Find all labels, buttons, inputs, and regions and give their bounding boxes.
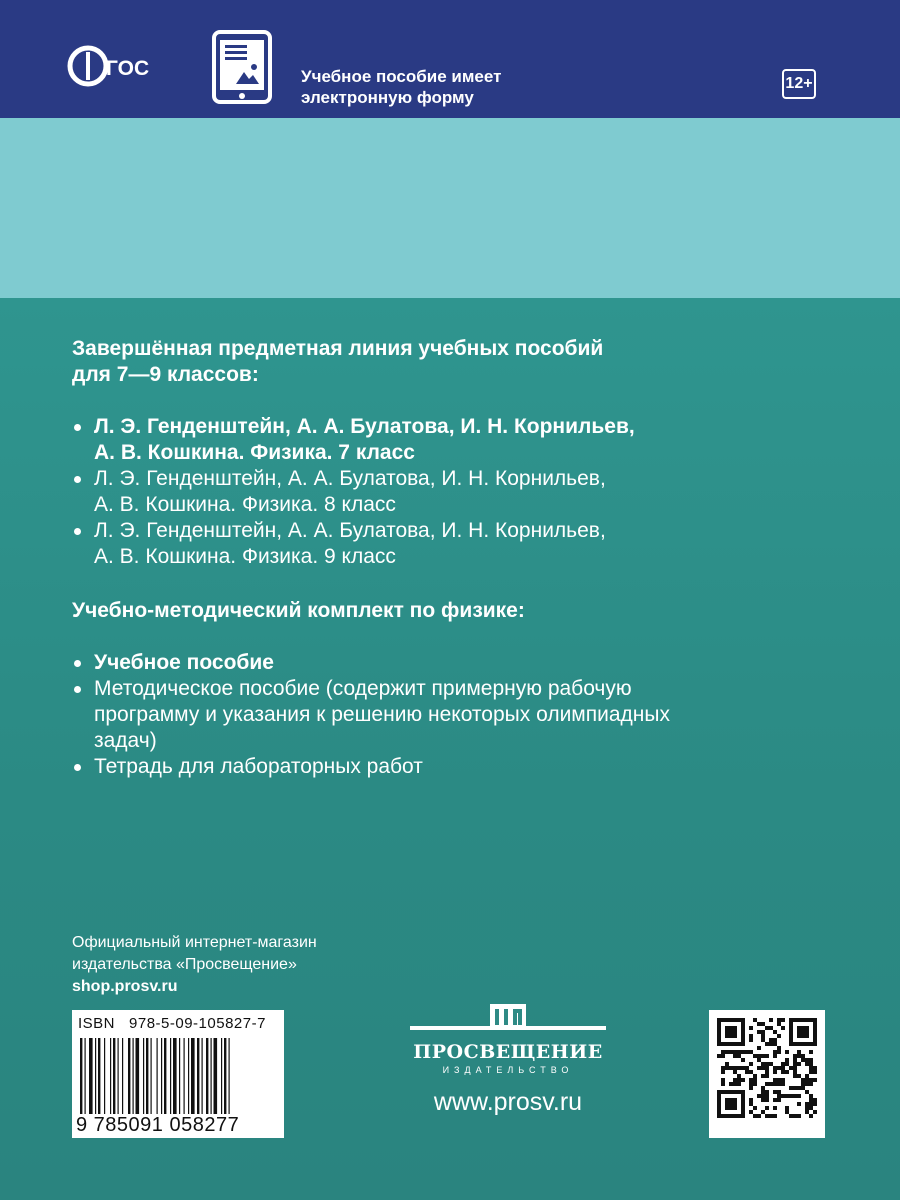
qr-module bbox=[761, 1086, 765, 1090]
qr-module bbox=[749, 1070, 753, 1074]
qr-module bbox=[785, 1050, 789, 1054]
qr-module bbox=[813, 1070, 817, 1074]
barcode-bar bbox=[133, 1038, 134, 1114]
qr-module bbox=[733, 1050, 737, 1054]
barcode-bar bbox=[206, 1038, 208, 1114]
qr-module bbox=[769, 1042, 773, 1046]
barcode-bar bbox=[89, 1038, 93, 1114]
series-heading-line-2: для 7—9 классов: bbox=[72, 363, 259, 386]
qr-module bbox=[773, 1050, 777, 1054]
qr-module bbox=[733, 1082, 737, 1086]
qr-module bbox=[773, 1038, 777, 1042]
qr-module bbox=[753, 1078, 757, 1082]
qr-module bbox=[773, 1090, 777, 1094]
barcode-bar bbox=[179, 1038, 180, 1114]
qr-module bbox=[797, 1114, 801, 1118]
qr-module bbox=[785, 1106, 789, 1110]
barcode-bar bbox=[98, 1038, 100, 1114]
qr-module bbox=[737, 1050, 741, 1054]
qr-module bbox=[729, 1066, 733, 1070]
qr-module bbox=[725, 1050, 729, 1054]
qr-module bbox=[773, 1098, 777, 1102]
electronic-form-line-1: Учебное пособие имеет bbox=[301, 67, 502, 86]
qr-module bbox=[725, 1066, 729, 1070]
qr-module bbox=[757, 1094, 761, 1098]
qr-module bbox=[765, 1054, 769, 1058]
shop-line-1: Официальный интернет-магазин bbox=[72, 934, 317, 951]
qr-module bbox=[785, 1070, 789, 1074]
qr-module bbox=[765, 1106, 769, 1110]
series-item-line: А. В. Кошкина. Физика. 9 класс bbox=[94, 545, 396, 568]
qr-module bbox=[809, 1114, 813, 1118]
qr-module bbox=[757, 1114, 761, 1118]
qr-module bbox=[805, 1106, 809, 1110]
qr-module bbox=[797, 1102, 801, 1106]
qr-module bbox=[781, 1026, 785, 1030]
qr-module bbox=[781, 1070, 785, 1074]
qr-module bbox=[805, 1062, 809, 1066]
qr-code bbox=[709, 1010, 825, 1138]
qr-module bbox=[741, 1066, 745, 1070]
qr-module bbox=[793, 1070, 797, 1074]
qr-module bbox=[721, 1050, 725, 1054]
online-shop-note bbox=[72, 932, 317, 998]
qr-module bbox=[777, 1082, 781, 1086]
qr-module bbox=[801, 1082, 805, 1086]
qr-module bbox=[757, 1054, 761, 1058]
qr-module bbox=[721, 1082, 725, 1086]
barcode-bar bbox=[229, 1038, 230, 1114]
qr-module bbox=[789, 1094, 793, 1098]
qr-module bbox=[765, 1090, 769, 1094]
qr-module bbox=[761, 1038, 765, 1042]
series-heading bbox=[72, 336, 792, 388]
series-list bbox=[72, 414, 792, 570]
qr-module bbox=[761, 1098, 765, 1102]
kit-item-textbook bbox=[72, 650, 792, 676]
qr-module bbox=[749, 1026, 753, 1030]
qr-module bbox=[801, 1078, 805, 1082]
qr-module bbox=[777, 1050, 781, 1054]
barcode-bar bbox=[110, 1038, 111, 1114]
qr-module bbox=[801, 1058, 805, 1062]
qr-module bbox=[809, 1070, 813, 1074]
qr-module bbox=[789, 1114, 793, 1118]
kit-heading bbox=[72, 598, 792, 624]
qr-module bbox=[773, 1066, 777, 1070]
fgos-logo-text: ГОС bbox=[106, 57, 150, 80]
qr-module bbox=[773, 1070, 777, 1074]
electronic-form-line-2: электронную форму bbox=[301, 88, 474, 107]
qr-module bbox=[765, 1094, 769, 1098]
qr-module bbox=[753, 1054, 757, 1058]
qr-module bbox=[797, 1074, 801, 1078]
series-item-grade-8 bbox=[72, 466, 792, 518]
barcode-bar bbox=[157, 1038, 158, 1114]
qr-module bbox=[793, 1086, 797, 1090]
qr-module bbox=[749, 1034, 753, 1038]
qr-module bbox=[809, 1102, 813, 1106]
qr-module bbox=[761, 1090, 765, 1094]
qr-module bbox=[745, 1050, 749, 1054]
qr-module bbox=[809, 1062, 813, 1066]
qr-module bbox=[809, 1082, 813, 1086]
qr-module bbox=[797, 1026, 809, 1038]
qr-module bbox=[761, 1030, 765, 1034]
qr-module bbox=[805, 1058, 809, 1062]
qr-module bbox=[721, 1078, 725, 1082]
barcode-bar bbox=[161, 1038, 162, 1114]
barcode-bar bbox=[197, 1038, 199, 1114]
qr-module bbox=[765, 1042, 769, 1046]
qr-module bbox=[769, 1018, 773, 1022]
qr-module bbox=[769, 1026, 773, 1030]
qr-module bbox=[793, 1062, 797, 1066]
qr-module bbox=[741, 1078, 745, 1082]
qr-module bbox=[769, 1062, 773, 1066]
qr-module bbox=[753, 1082, 757, 1086]
qr-module bbox=[729, 1082, 733, 1086]
qr-module bbox=[753, 1106, 757, 1110]
age-rating-badge: 12+ bbox=[782, 69, 816, 99]
qr-module bbox=[765, 1062, 769, 1066]
qr-module bbox=[749, 1050, 753, 1054]
barcode-bar bbox=[188, 1038, 189, 1114]
barcode-bar bbox=[136, 1038, 140, 1114]
qr-module bbox=[753, 1018, 757, 1022]
qr-module bbox=[765, 1114, 769, 1118]
qr-module bbox=[781, 1066, 785, 1070]
qr-module bbox=[769, 1114, 773, 1118]
barcode-bar bbox=[202, 1038, 203, 1114]
qr-module bbox=[785, 1062, 789, 1066]
barcode-bar bbox=[224, 1038, 226, 1114]
qr-module bbox=[809, 1066, 813, 1070]
qr-module bbox=[721, 1066, 725, 1070]
qr-module bbox=[761, 1074, 765, 1078]
series-item-line: А. В. Кошкина. Физика. 7 класс bbox=[94, 441, 415, 464]
qr-module bbox=[773, 1030, 777, 1034]
series-item-line: А. В. Кошкина. Физика. 8 класс bbox=[94, 493, 396, 516]
qr-module bbox=[721, 1070, 725, 1074]
qr-module bbox=[749, 1110, 753, 1114]
qr-module bbox=[793, 1058, 797, 1062]
qr-module bbox=[785, 1094, 789, 1098]
qr-module bbox=[789, 1086, 793, 1090]
isbn-number: 978-5-09-105827-7 bbox=[129, 1015, 266, 1032]
qr-module bbox=[773, 1054, 777, 1058]
qr-module bbox=[809, 1098, 813, 1102]
qr-module bbox=[757, 1066, 761, 1070]
qr-module bbox=[781, 1082, 785, 1086]
qr-module bbox=[745, 1066, 749, 1070]
qr-module bbox=[717, 1054, 721, 1058]
qr-module bbox=[773, 1082, 777, 1086]
publisher-subtitle: ИЗДАТЕЛЬСТВО bbox=[442, 1065, 574, 1075]
shop-url: shop.prosv.ru bbox=[72, 978, 178, 995]
qr-module bbox=[733, 1066, 737, 1070]
barcode-bar bbox=[95, 1038, 96, 1114]
qr-module bbox=[749, 1082, 753, 1086]
qr-module bbox=[773, 1114, 777, 1118]
qr-module bbox=[757, 1030, 761, 1034]
qr-module bbox=[809, 1078, 813, 1082]
kit-item-methodical-guide bbox=[72, 676, 792, 754]
tablet-icon bbox=[212, 30, 272, 104]
series-heading-line-1: Завершённая предметная линия учебных пособий bbox=[72, 337, 604, 360]
qr-module bbox=[765, 1082, 769, 1086]
qr-module bbox=[749, 1102, 753, 1106]
series-item-line: Л. Э. Генденштейн, А. А. Булатова, И. Н. Корнильев, bbox=[94, 519, 606, 542]
qr-module bbox=[777, 1046, 781, 1050]
qr-module bbox=[753, 1074, 757, 1078]
qr-module bbox=[773, 1106, 777, 1110]
qr-module bbox=[805, 1078, 809, 1082]
qr-module bbox=[765, 1026, 769, 1030]
barcode-digits: 9 785091 058277 bbox=[76, 1114, 240, 1136]
qr-module bbox=[745, 1070, 749, 1074]
qr-module bbox=[749, 1038, 753, 1042]
qr-module bbox=[813, 1110, 817, 1114]
kit-item-line: задач) bbox=[94, 729, 157, 752]
qr-module bbox=[805, 1082, 809, 1086]
qr-module bbox=[809, 1106, 813, 1110]
barcode-bar bbox=[104, 1038, 105, 1114]
qr-module bbox=[781, 1062, 785, 1066]
publisher-name: ПРОСВЕЩЕНИЕ bbox=[413, 1041, 603, 1063]
qr-module bbox=[725, 1098, 737, 1110]
barcode-bar bbox=[143, 1038, 144, 1114]
qr-module bbox=[785, 1058, 789, 1062]
qr-module bbox=[785, 1110, 789, 1114]
barcode-bar bbox=[173, 1038, 177, 1114]
qr-module bbox=[809, 1094, 813, 1098]
qr-module bbox=[737, 1066, 741, 1070]
barcode-bar bbox=[151, 1038, 152, 1114]
qr-module bbox=[757, 1058, 761, 1062]
barcode-bar bbox=[170, 1038, 171, 1114]
qr-module bbox=[773, 1042, 777, 1046]
series-item-grade-9 bbox=[72, 518, 792, 570]
qr-module bbox=[777, 1090, 781, 1094]
barcode-bar bbox=[122, 1038, 123, 1114]
qr-module bbox=[801, 1054, 805, 1058]
qr-module bbox=[797, 1054, 801, 1058]
qr-module bbox=[761, 1054, 765, 1058]
barcode-bar bbox=[211, 1038, 212, 1114]
qr-module bbox=[749, 1086, 753, 1090]
isbn-prefix: ISBN bbox=[78, 1015, 116, 1032]
qr-module bbox=[737, 1074, 741, 1078]
kit-heading-text: Учебно-методический комплект по физике: bbox=[72, 599, 525, 622]
qr-module bbox=[809, 1058, 813, 1062]
qr-module bbox=[781, 1094, 785, 1098]
qr-module bbox=[721, 1054, 725, 1058]
qr-module bbox=[737, 1082, 741, 1086]
qr-module bbox=[749, 1062, 753, 1066]
electronic-form-note bbox=[301, 66, 601, 108]
kit-item-line: Учебное пособие bbox=[94, 651, 274, 674]
qr-module bbox=[749, 1078, 753, 1082]
qr-module bbox=[761, 1034, 765, 1038]
qr-module bbox=[769, 1082, 773, 1086]
qr-module bbox=[813, 1098, 817, 1102]
header-band bbox=[0, 0, 900, 118]
series-item-line: Л. Э. Генденштейн, А. А. Булатова, И. Н. Корнильев, bbox=[94, 467, 606, 490]
qr-module bbox=[789, 1066, 793, 1070]
qr-module bbox=[737, 1054, 741, 1058]
qr-module bbox=[793, 1094, 797, 1098]
qr-module bbox=[725, 1062, 729, 1066]
qr-module bbox=[797, 1050, 801, 1054]
publisher-website[interactable]: www.prosv.ru bbox=[433, 1088, 583, 1116]
qr-module bbox=[765, 1066, 769, 1070]
qr-module bbox=[737, 1078, 741, 1082]
qr-module bbox=[757, 1046, 761, 1050]
qr-module bbox=[797, 1094, 801, 1098]
qr-module bbox=[757, 1022, 761, 1026]
qr-module bbox=[809, 1050, 813, 1054]
shop-line-2: издательства «Просвещение» bbox=[72, 956, 297, 973]
qr-module bbox=[741, 1058, 745, 1062]
kit-item-line: Тетрадь для лабораторных работ bbox=[94, 755, 423, 778]
qr-module bbox=[777, 1034, 781, 1038]
qr-module bbox=[733, 1070, 737, 1074]
qr-module bbox=[797, 1062, 801, 1066]
qr-code-pattern bbox=[717, 1018, 817, 1130]
qr-module bbox=[753, 1114, 757, 1118]
qr-module bbox=[765, 1070, 769, 1074]
qr-module bbox=[765, 1098, 769, 1102]
qr-module bbox=[793, 1074, 797, 1078]
barcode-bar bbox=[128, 1038, 130, 1114]
qr-module bbox=[777, 1078, 781, 1082]
qr-module bbox=[761, 1110, 765, 1114]
fgos-logo bbox=[66, 42, 166, 90]
qr-module bbox=[805, 1102, 809, 1106]
qr-module bbox=[781, 1018, 785, 1022]
series-item-line: Л. Э. Генденштейн, А. А. Булатова, И. Н. Корнильев, bbox=[94, 415, 635, 438]
series-item-grade-7 bbox=[72, 414, 792, 466]
qr-module bbox=[741, 1050, 745, 1054]
kit-list bbox=[72, 650, 792, 780]
qr-module bbox=[761, 1066, 765, 1070]
qr-module bbox=[773, 1078, 777, 1082]
isbn-label bbox=[78, 1015, 266, 1032]
qr-module bbox=[777, 1022, 781, 1026]
barcode-bar bbox=[80, 1038, 82, 1114]
qr-module bbox=[761, 1022, 765, 1026]
qr-module bbox=[761, 1062, 765, 1066]
qr-module bbox=[765, 1074, 769, 1078]
qr-module bbox=[793, 1066, 797, 1070]
qr-module bbox=[793, 1054, 797, 1058]
qr-module bbox=[805, 1074, 809, 1078]
qr-module bbox=[813, 1066, 817, 1070]
kit-item-lab-notebook bbox=[72, 754, 792, 780]
qr-module bbox=[761, 1094, 765, 1098]
qr-module bbox=[797, 1086, 801, 1090]
light-band bbox=[0, 118, 900, 298]
barcode-bar bbox=[113, 1038, 115, 1114]
qr-module bbox=[777, 1018, 781, 1022]
isbn-barcode bbox=[72, 1010, 284, 1138]
barcode-bar bbox=[221, 1038, 222, 1114]
qr-module bbox=[801, 1086, 805, 1090]
qr-module bbox=[805, 1110, 809, 1114]
qr-module bbox=[725, 1026, 737, 1038]
qr-module bbox=[777, 1066, 781, 1070]
qr-module bbox=[813, 1102, 817, 1106]
qr-module bbox=[777, 1094, 781, 1098]
barcode-bar bbox=[191, 1038, 195, 1114]
qr-module bbox=[729, 1050, 733, 1054]
qr-module bbox=[769, 1038, 773, 1042]
qr-module bbox=[793, 1114, 797, 1118]
barcode-bar bbox=[146, 1038, 148, 1114]
qr-module bbox=[813, 1078, 817, 1082]
barcode-bar bbox=[118, 1038, 119, 1114]
barcode-bar bbox=[184, 1038, 185, 1114]
qr-module bbox=[777, 1098, 781, 1102]
kit-item-line: программу и указания к решению некоторых олимпиадных bbox=[94, 703, 670, 726]
qr-module bbox=[781, 1078, 785, 1082]
qr-module bbox=[749, 1098, 753, 1102]
qr-module bbox=[733, 1054, 737, 1058]
barcode-bars bbox=[80, 1038, 276, 1114]
barcode-bar bbox=[214, 1038, 218, 1114]
barcode-bar bbox=[85, 1038, 86, 1114]
qr-module bbox=[805, 1090, 809, 1094]
qr-module bbox=[733, 1078, 737, 1082]
barcode-bar bbox=[164, 1038, 166, 1114]
kit-item-line: Методическое пособие (содержит примерную рабочую bbox=[94, 677, 632, 700]
